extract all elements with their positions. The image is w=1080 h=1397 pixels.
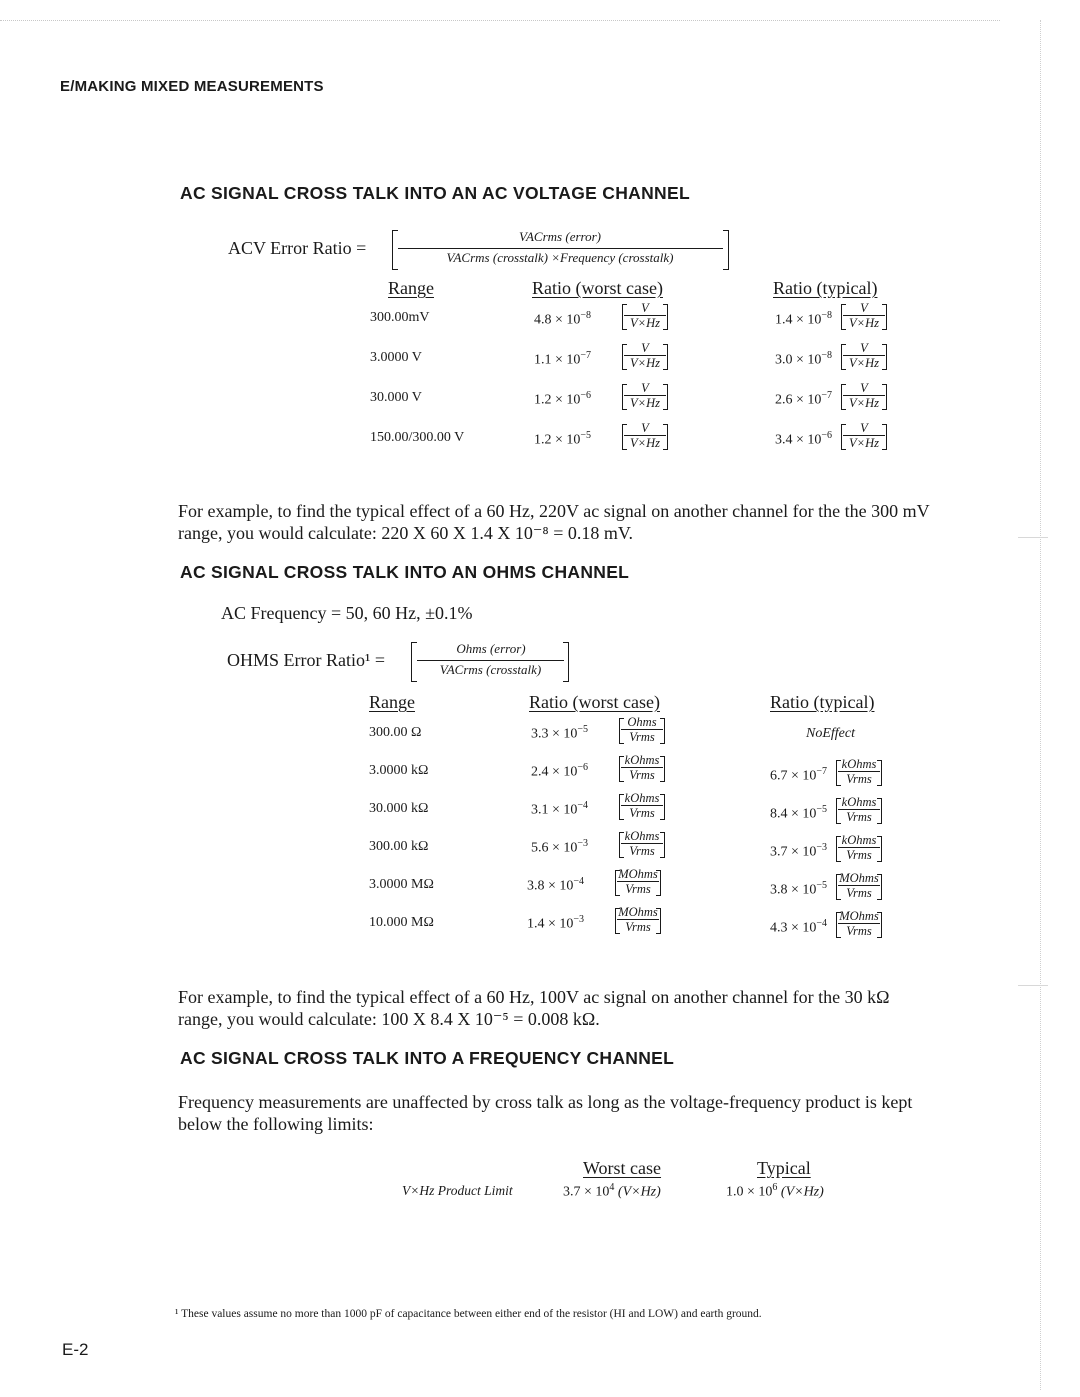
ohms-col-typical: Ratio (typical)	[770, 692, 875, 712]
acv-worst-exponent: −5	[580, 430, 592, 441]
acv-worst-unit-numerator: V	[641, 301, 649, 315]
ohms-typical-unit-numerator: kOhms	[841, 795, 877, 809]
unit-right-bracket	[660, 718, 665, 744]
ohms-worst-unit-numerator: MOhms	[618, 867, 658, 881]
acv-col-typical: Ratio (typical)	[773, 278, 878, 298]
ohms-typical-unit-numerator: kOhms	[841, 757, 877, 771]
ohms-typical-mantissa: 6.7 × 10	[770, 768, 817, 784]
ohms-worst-unit-denominator: Vrms	[629, 768, 655, 782]
ohms-worst-exponent: −4	[577, 800, 589, 811]
top-rule	[0, 20, 1000, 21]
acv-worst-mantissa: 4.8 × 10	[534, 312, 581, 328]
acv-worst-unit-denominator: V×Hz	[630, 356, 660, 370]
acv-typical-unit-denominator: V×Hz	[849, 436, 879, 450]
acv-typical-unit	[841, 342, 887, 370]
acv-typical-unit-numerator: V	[860, 381, 868, 395]
ohms-typical-unit-denominator: Vrms	[846, 848, 872, 862]
ohms-worst-unit-denominator: Vrms	[629, 806, 655, 820]
acv-denominator: VACrms (crosstalk) ×Frequency (crosstalk)	[446, 250, 674, 265]
ohms-heading: AC SIGNAL CROSS TALK INTO AN OHMS CHANNEL	[180, 562, 630, 582]
ohms-worst-exponent: −6	[577, 762, 589, 773]
ohms-worst-coef	[531, 762, 588, 781]
ohms-range: 300.00 Ω	[369, 725, 422, 740]
acv-range: 300.00mV	[370, 310, 430, 325]
ohms-worst-unit-numerator: MOhms	[618, 905, 658, 919]
acv-worst-unit-numerator: V	[641, 341, 649, 355]
ohms-range: 30.000 kΩ	[369, 801, 429, 816]
acv-typical-exponent: −6	[821, 430, 833, 441]
acv-col-range: Range	[388, 278, 434, 298]
acv-typical-unit-denominator: V×Hz	[849, 396, 879, 410]
acv-worst-coef	[534, 350, 591, 369]
ohms-worst-mantissa: 3.1 × 10	[531, 802, 578, 818]
ohms-worst-mantissa: 2.4 × 10	[531, 764, 578, 780]
unit-left-bracket	[615, 870, 620, 896]
acv-worst-unit-denominator: V×Hz	[630, 316, 660, 330]
unit-right-bracket	[877, 760, 882, 786]
freq-text-line2: below the following limits:	[178, 1114, 374, 1134]
unit-left-bracket	[615, 908, 620, 934]
acv-typical-mantissa: 3.0 × 10	[775, 352, 822, 368]
freq-row-label: V×Hz Product Limit	[402, 1183, 513, 1198]
ohms-worst-exponent: −5	[577, 724, 589, 735]
ohms-worst-unit-denominator: Vrms	[629, 844, 655, 858]
acv-numerator: VACrms (error)	[519, 229, 601, 244]
ohms-typical-unit	[836, 796, 882, 824]
acv-typical-exponent: −8	[821, 350, 833, 361]
unit-right-bracket	[663, 344, 668, 370]
acv-worst-exponent: −8	[580, 310, 592, 321]
fraction-bar	[398, 248, 723, 249]
acv-example: For example, to find the typical effect of a 60 Hz, 220V ac signal on another channel for the the 300 mV range, you would calculate: 220 X 60 X 1.4 X 10⁻⁸ = 0.18 mV.	[178, 501, 930, 543]
acv-worst-coef	[534, 390, 591, 409]
ohms-worst-unit-denominator: Vrms	[625, 920, 651, 934]
unit-left-bracket	[622, 424, 627, 450]
ohms-worst-mantissa: 1.4 × 10	[527, 916, 574, 932]
footnote: ¹ These values assume no more than 1000 pF of capacitance between either end of the resistor (HI and LOW) and earth ground.	[175, 1308, 762, 1320]
ohms-typical-unit	[836, 834, 882, 862]
ohms-typical-coef	[770, 918, 827, 937]
unit-right-bracket	[660, 832, 665, 858]
ohms-worst-unit-numerator: kOhms	[624, 829, 660, 843]
ohms-typical-exponent: −3	[816, 842, 828, 853]
acv-typical-unit-numerator: V	[860, 341, 868, 355]
acv-typical-unit	[841, 382, 887, 410]
acv-typical-unit-denominator: V×Hz	[849, 356, 879, 370]
unit-left-bracket	[619, 794, 624, 820]
ohms-typical-unit-numerator: MOhms	[839, 909, 879, 923]
ohms-typical-mantissa: 4.3 × 10	[770, 920, 817, 936]
unit-right-bracket	[663, 424, 668, 450]
acv-worst-unit-denominator: V×Hz	[630, 436, 660, 450]
acv-typical-unit-denominator: V×Hz	[849, 316, 879, 330]
unit-left-bracket	[836, 760, 841, 786]
ohms-typical-unit-denominator: Vrms	[846, 924, 872, 938]
unit-right-bracket	[877, 912, 882, 938]
acv-heading: AC SIGNAL CROSS TALK INTO AN AC VOLTAGE CHANNEL	[180, 183, 690, 203]
ohms-worst-unit-denominator: Vrms	[629, 730, 655, 744]
unit-left-bracket	[619, 832, 624, 858]
ohms-worst-unit	[615, 906, 661, 934]
ohms-worst-mantissa: 3.8 × 10	[527, 878, 574, 894]
ohms-formula-lhs: OHMS Error Ratio¹ =	[227, 650, 386, 670]
ohms-worst-mantissa: 5.6 × 10	[531, 840, 578, 856]
ohms-range: 3.0000 kΩ	[369, 763, 429, 778]
ohms-range: 10.000 MΩ	[369, 915, 434, 930]
acv-typical-unit-numerator: V	[860, 421, 868, 435]
ohms-no-effect: NoEffect	[806, 726, 855, 741]
unit-left-bracket	[619, 718, 624, 744]
ohms-typical-coef	[770, 766, 827, 785]
unit-right-bracket	[877, 798, 882, 824]
ohms-ac-frequency: AC Frequency = 50, 60 Hz, ±0.1%	[221, 603, 473, 623]
unit-left-bracket	[622, 304, 627, 330]
ohms-worst-mantissa: 3.3 × 10	[531, 726, 578, 742]
ohms-example-line2: range, you would calculate: 100 X 8.4 X 10⁻⁵ = 0.008 kΩ.	[178, 1009, 600, 1029]
unit-left-bracket	[841, 424, 846, 450]
acv-typical-unit	[841, 302, 887, 330]
ohms-typical-coef	[770, 804, 827, 823]
unit-right-bracket	[877, 874, 882, 900]
unit-left-bracket	[836, 798, 841, 824]
acv-range: 3.0000 V	[370, 350, 422, 365]
ohms-worst-unit-numerator: kOhms	[624, 791, 660, 805]
acv-formula-lhs: ACV Error Ratio =	[228, 238, 367, 258]
ohms-col-range: Range	[369, 692, 415, 712]
unit-left-bracket	[841, 304, 846, 330]
ohms-worst-exponent: −3	[577, 838, 589, 849]
edge-mark	[1018, 985, 1048, 986]
ohms-worst-exponent: −4	[573, 876, 585, 887]
acv-typical-unit	[841, 422, 887, 450]
freq-worst-value: $3.7 \times 10^4$ (V×Hz)	[563, 1182, 661, 1200]
ohms-typical-exponent: −7	[816, 766, 828, 777]
ohms-denominator: VACrms (crosstalk)	[439, 662, 542, 677]
acv-worst-unit	[622, 342, 668, 370]
unit-left-bracket	[836, 836, 841, 862]
acv-typical-coef	[775, 430, 832, 449]
ohms-typical-exponent: −4	[816, 918, 828, 929]
ohms-typical-unit-denominator: Vrms	[846, 886, 872, 900]
acv-worst-coef	[534, 310, 591, 329]
unit-right-bracket	[882, 344, 887, 370]
ohms-typical-mantissa: 8.4 × 10	[770, 806, 817, 822]
right-margin-rule	[1040, 20, 1041, 1390]
ohms-worst-coef	[527, 876, 584, 895]
page-number: E-2	[62, 1340, 89, 1359]
ohms-worst-unit-numerator: Ohms	[627, 715, 657, 729]
freq-text-line1: Frequency measurements are unaffected by cross talk as long as the voltage-frequency product is kept	[178, 1092, 913, 1112]
ohms-typical-mantissa: 3.7 × 10	[770, 844, 817, 860]
unit-left-bracket	[622, 384, 627, 410]
acv-typical-mantissa: 1.4 × 10	[775, 312, 822, 328]
fraction-bar	[417, 660, 564, 661]
unit-right-bracket	[882, 384, 887, 410]
section-label: E/MAKING MIXED MEASUREMENTS	[60, 78, 324, 95]
ohms-typical-unit-numerator: MOhms	[839, 871, 879, 885]
ohms-typical-exponent: −5	[816, 804, 828, 815]
ohms-typical-coef	[770, 842, 827, 861]
unit-right-bracket	[660, 794, 665, 820]
ohms-worst-unit	[619, 830, 665, 858]
acv-worst-exponent: −7	[580, 350, 592, 361]
acv-typical-mantissa: 2.6 × 10	[775, 392, 822, 408]
ohms-range: 300.00 kΩ	[369, 839, 429, 854]
acv-worst-mantissa: 1.2 × 10	[534, 392, 581, 408]
unit-left-bracket	[619, 756, 624, 782]
unit-right-bracket	[882, 424, 887, 450]
acv-typical-exponent: −8	[821, 310, 833, 321]
acv-range: 150.00/300.00 V	[370, 430, 465, 445]
ohms-worst-unit	[619, 792, 665, 820]
acv-worst-unit	[622, 422, 668, 450]
ohms-worst-coef	[531, 800, 588, 819]
ohms-typical-unit	[836, 758, 882, 786]
acv-typical-coef	[775, 390, 832, 409]
unit-left-bracket	[836, 874, 841, 900]
acv-typical-exponent: −7	[821, 390, 833, 401]
ohms-worst-coef	[531, 724, 588, 743]
acv-range: 30.000 V	[370, 390, 422, 405]
acv-typical-mantissa: 3.4 × 10	[775, 432, 822, 448]
ohms-typical-unit	[836, 872, 882, 900]
freq-typical-value: $1.0 \times 10^6$ (V×Hz)	[726, 1182, 824, 1200]
ohms-worst-unit	[615, 868, 661, 896]
unit-right-bracket	[656, 908, 661, 934]
unit-left-bracket	[841, 344, 846, 370]
acv-typical-coef	[775, 350, 832, 369]
unit-left-bracket	[836, 912, 841, 938]
acv-worst-unit	[622, 382, 668, 410]
acv-worst-unit-numerator: V	[641, 421, 649, 435]
freq-col-worst: Worst case	[583, 1158, 662, 1178]
acv-col-worst: Ratio (worst case)	[532, 278, 663, 298]
unit-right-bracket	[656, 870, 661, 896]
ohms-worst-unit-numerator: kOhms	[624, 753, 660, 767]
ohms-typical-unit-denominator: Vrms	[846, 772, 872, 786]
unit-right-bracket	[877, 836, 882, 862]
ohms-typical-mantissa: 3.8 × 10	[770, 882, 817, 898]
acv-worst-exponent: −6	[580, 390, 592, 401]
acv-typical-coef	[775, 310, 832, 329]
ohms-worst-coef	[531, 838, 588, 857]
ohms-numerator: Ohms (error)	[456, 641, 526, 656]
unit-right-bracket	[882, 304, 887, 330]
edge-mark	[1018, 537, 1048, 538]
ohms-worst-unit	[619, 716, 665, 744]
acv-worst-unit-denominator: V×Hz	[630, 396, 660, 410]
acv-worst-unit-numerator: V	[641, 381, 649, 395]
ohms-typical-coef	[770, 880, 827, 899]
freq-col-typical: Typical	[757, 1158, 811, 1178]
acv-worst-coef	[534, 430, 591, 449]
ohms-typical-unit	[836, 910, 882, 938]
unit-right-bracket	[663, 384, 668, 410]
acv-worst-unit	[622, 302, 668, 330]
ohms-typical-unit-numerator: kOhms	[841, 833, 877, 847]
ohms-range: 3.0000 MΩ	[369, 877, 434, 892]
freq-heading: AC SIGNAL CROSS TALK INTO A FREQUENCY CHANNEL	[180, 1048, 675, 1068]
ohms-worst-unit-denominator: Vrms	[625, 882, 651, 896]
ohms-typical-exponent: −5	[816, 880, 828, 891]
acv-worst-mantissa: 1.2 × 10	[534, 432, 581, 448]
ohms-worst-exponent: −3	[573, 914, 585, 925]
ohms-worst-coef	[527, 914, 584, 933]
unit-right-bracket	[660, 756, 665, 782]
unit-left-bracket	[841, 384, 846, 410]
ohms-typical-unit-denominator: Vrms	[846, 810, 872, 824]
acv-worst-mantissa: 1.1 × 10	[534, 352, 581, 368]
unit-right-bracket	[663, 304, 668, 330]
unit-left-bracket	[622, 344, 627, 370]
ohms-col-worst: Ratio (worst case)	[529, 692, 660, 712]
ohms-example-line1: For example, to find the typical effect of a 60 Hz, 100V ac signal on another channel for the 30 kΩ	[178, 987, 890, 1007]
ohms-worst-unit	[619, 754, 665, 782]
acv-typical-unit-numerator: V	[860, 301, 868, 315]
